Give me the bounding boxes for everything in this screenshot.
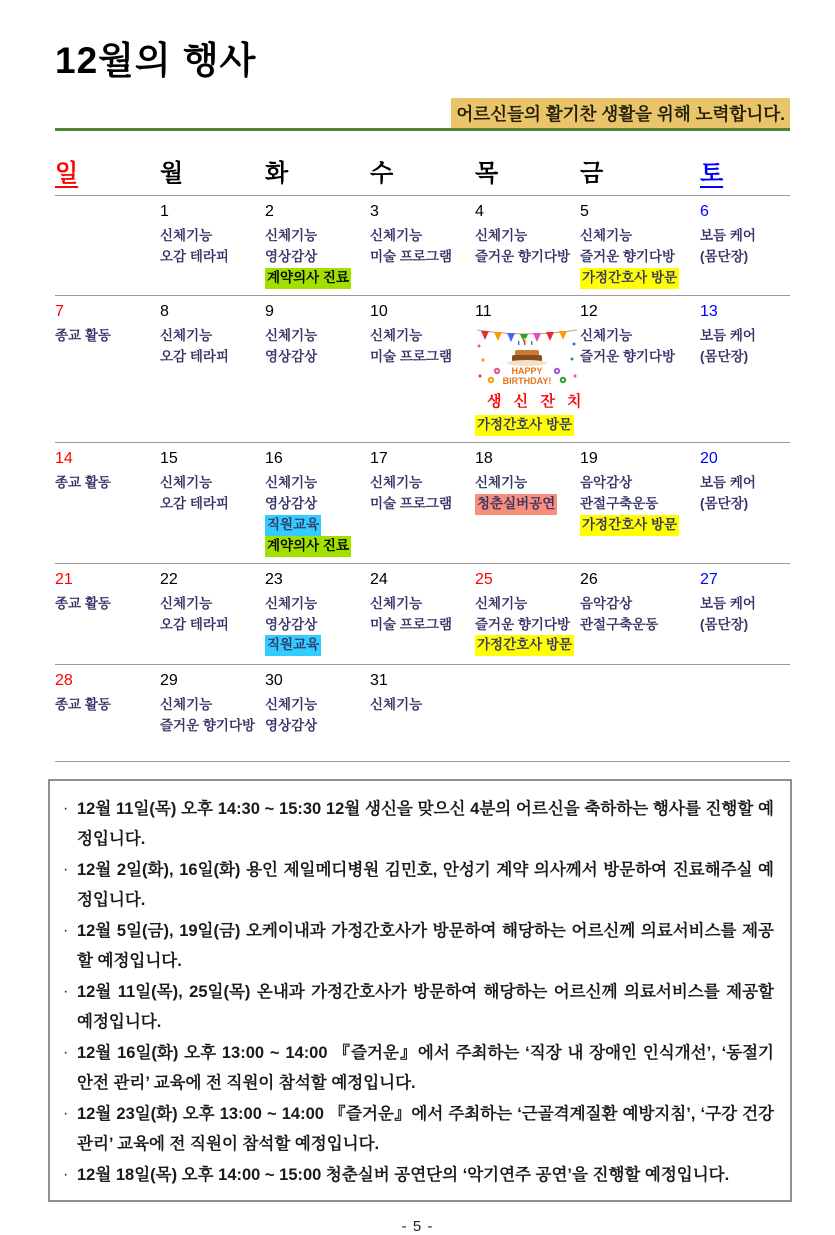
date-number: 11	[475, 302, 492, 320]
event-item: 오감 테라피	[160, 348, 229, 364]
event-highlight-yellow: 가정간호사 방문	[475, 415, 574, 436]
event-item: 오감 테라피	[160, 616, 229, 632]
event-highlight-pink: 청춘실버공연	[475, 494, 557, 515]
event-item: 종교 활동	[55, 327, 111, 343]
date-number: 23	[265, 570, 283, 588]
calendar-cell	[700, 203, 790, 289]
green-divider	[55, 128, 790, 131]
calendar-cell	[475, 571, 580, 658]
calendar-header-row	[55, 153, 790, 196]
calendar-cell	[580, 450, 700, 557]
event-item: 신체기능	[475, 595, 528, 611]
calendar-weeks	[55, 196, 790, 762]
event-item: 보듬 케어	[700, 474, 756, 490]
event-item: 영상감상	[265, 717, 318, 733]
date-number: 24	[370, 570, 388, 588]
calendar-week-row	[55, 196, 790, 296]
event-item: 신체기능	[160, 474, 213, 490]
subtitle-highlight: 어르신들의 활기찬 생활을 위해 노력합니다.	[451, 98, 790, 128]
note-text: 12월 16일(화) 오후 13:00 ~ 14:00 『즐거운』에서 주최하는 ‘직장 내 장애인 인식개선’, ‘동절기 안전 관리’ 교육에 전 직원이 참석할 예정입니다.	[77, 1043, 774, 1093]
event-item: 미술 프로그램	[370, 495, 452, 511]
birthday-text-line2: BIRTHDAY!	[502, 375, 552, 386]
date-number: 31	[370, 671, 388, 689]
calendar-cell	[55, 571, 160, 658]
event-item: 미술 프로그램	[370, 348, 452, 364]
event-item: 신체기능	[265, 696, 318, 712]
calendar-week-row	[55, 296, 790, 443]
event-item: (몸단장)	[700, 348, 749, 364]
event-item: 신체기능	[370, 474, 423, 490]
event-item: 신체기능	[370, 327, 423, 343]
notes-list	[63, 794, 774, 1191]
event-item: 신체기능	[160, 595, 213, 611]
note-item	[63, 855, 774, 916]
event-highlight-green: 계약의사 진료	[265, 536, 351, 557]
calendar-cell	[580, 672, 700, 755]
calendar-cell	[475, 203, 580, 289]
calendar-cell	[160, 203, 265, 289]
event-highlight-yellow: 가정간호사 방문	[580, 515, 679, 536]
note-text: 12월 2일(화), 16일(화) 용인 제일메디병원 김민호, 안성기 계약 의사께서 방문하여 진료해주실 예정입니다.	[77, 860, 774, 910]
date-number: 5	[580, 203, 589, 220]
event-item: 영상감상	[265, 248, 318, 264]
note-text: 12월 23일(화) 오후 13:00 ~ 14:00 『즐거운』에서 주최하는 ‘근골격계질환 예방지침’, ‘구강 건강관리’ 교육에 전 직원이 참석할 예정입니다.	[77, 1104, 774, 1154]
date-number: 13	[700, 302, 718, 320]
calendar-cell	[700, 672, 790, 755]
page-number: - 5 -	[401, 1218, 434, 1235]
date-number: 22	[160, 570, 178, 588]
event-item: 즐거운 향기다방	[580, 248, 676, 264]
calendar-cell	[265, 203, 370, 289]
calendar-cell	[160, 571, 265, 658]
event-item: 관절구축운동	[580, 616, 659, 632]
event-item	[580, 268, 692, 289]
calendar-cell	[370, 450, 475, 557]
event-item: 신체기능	[580, 228, 633, 243]
note-text: 12월 18일(목) 오후 14:00 ~ 15:00 청춘실버 공연단의 ‘악기연주 공연’을 진행할 예정입니다.	[77, 1165, 730, 1184]
calendar-cell	[160, 303, 265, 436]
event-item: 음악감상	[580, 474, 633, 490]
calendar-cell	[580, 571, 700, 658]
note-bullet: ·	[63, 982, 69, 1000]
date-number: 10	[370, 302, 388, 320]
note-item	[63, 1099, 774, 1160]
page-title: 12월의 행사	[55, 40, 257, 81]
event-item: (몸단장)	[700, 495, 749, 511]
calendar-cell	[265, 450, 370, 557]
note-bullet: ·	[63, 1165, 69, 1183]
event-item: 신체기능	[475, 474, 528, 490]
date-number: 3	[370, 203, 379, 220]
event-item	[265, 268, 362, 289]
date-number: 2	[265, 203, 274, 220]
note-text: 12월 11일(목) 오후 14:30 ~ 15:30 12월 생신을 맞으신 4분의 어르신을 축하하는 행사를 진행할 예정입니다.	[77, 799, 774, 849]
event-item	[265, 536, 362, 557]
date-number: 27	[700, 570, 718, 588]
date-number: 17	[370, 449, 388, 467]
calendar-cell	[160, 672, 265, 755]
event-item: 신체기능	[160, 327, 213, 343]
calendar-cell	[55, 203, 160, 289]
day-header-weekday: 월	[160, 160, 184, 187]
calendar-cell	[700, 571, 790, 658]
event-item: 보듬 케어	[700, 595, 756, 611]
event-highlight-green: 계약의사 진료	[265, 268, 351, 289]
event-item: 즐거운 향기다방	[160, 717, 256, 733]
date-number: 12	[580, 302, 598, 320]
calendar-cell	[370, 203, 475, 289]
note-item	[63, 916, 774, 977]
event-item: 미술 프로그램	[370, 616, 452, 632]
event-item: 신체기능	[370, 228, 423, 243]
calendar-cell	[370, 672, 475, 755]
date-number: 18	[475, 449, 493, 467]
event-highlight-cyan: 직원교육	[265, 515, 321, 536]
event-item: 미술 프로그램	[370, 248, 452, 264]
calendar-cell	[55, 303, 160, 436]
event-item: 신체기능	[265, 228, 318, 243]
calendar-cell	[265, 672, 370, 755]
date-number: 16	[265, 449, 283, 467]
day-header-weekday: 목	[475, 160, 499, 187]
event-item: 즐거운 향기다방	[580, 348, 676, 364]
event-item: 신체기능	[370, 595, 423, 611]
birthday-text-line1: HAPPY	[511, 365, 543, 376]
date-number: 8	[160, 302, 169, 320]
event-item: 신체기능	[370, 696, 423, 712]
event-item: 신체기능	[265, 327, 318, 343]
note-bullet: ·	[63, 860, 69, 878]
day-header-weekday: 화	[265, 160, 289, 187]
note-bullet: ·	[63, 1104, 69, 1122]
day-header-sunday: 일	[55, 160, 79, 187]
date-number: 21	[55, 570, 73, 588]
calendar-cell	[370, 571, 475, 658]
event-item	[580, 515, 692, 536]
note-item	[63, 1160, 774, 1191]
calendar-cell	[160, 450, 265, 557]
event-item: 보듬 케어	[700, 327, 756, 343]
calendar-week-row	[55, 564, 790, 665]
date-number: 9	[265, 302, 274, 320]
date-number: 29	[160, 671, 178, 689]
calendar-cell	[265, 303, 370, 436]
calendar-cell	[475, 450, 580, 557]
note-bullet: ·	[63, 1043, 69, 1061]
event-item: 종교 활동	[55, 595, 111, 611]
date-number: 30	[265, 671, 283, 689]
event-item	[265, 515, 362, 536]
event-birthday-caption: 생 신 잔 치	[487, 392, 586, 410]
note-bullet: ·	[63, 799, 69, 817]
date-number: 14	[55, 449, 73, 467]
day-header-weekday: 수	[370, 160, 394, 187]
note-item	[63, 794, 774, 855]
calendar-cell	[265, 571, 370, 658]
event-item: 신체기능	[160, 696, 213, 712]
event-item: 신체기능	[580, 327, 633, 343]
event-item: (몸단장)	[700, 616, 749, 632]
event-item: 종교 활동	[55, 474, 111, 490]
note-bullet: ·	[63, 921, 69, 939]
event-item: 영상감상	[265, 616, 318, 632]
date-number: 25	[475, 570, 493, 588]
event-item: 음악감상	[580, 595, 633, 611]
note-text: 12월 5일(금), 19일(금) 오케이내과 가정간호사가 방문하여 해당하는 어르신께 의료서비스를 제공할 예정입니다.	[77, 921, 774, 971]
event-item: 오감 테라피	[160, 495, 229, 511]
note-item	[63, 1038, 774, 1099]
birthday-image	[475, 326, 579, 386]
date-number: 15	[160, 449, 178, 467]
calendar-cell	[55, 450, 160, 557]
calendar-cell	[580, 303, 700, 436]
note-item	[63, 977, 774, 1038]
event-item: 신체기능	[265, 474, 318, 490]
event-item: 신체기능	[265, 595, 318, 611]
event-highlight-yellow: 가정간호사 방문	[580, 268, 679, 289]
calendar-week-row	[55, 443, 790, 564]
event-item	[475, 635, 572, 656]
event-item	[475, 415, 572, 436]
date-number: 19	[580, 449, 598, 467]
calendar-cell	[580, 203, 700, 289]
day-header-weekday: 금	[580, 160, 604, 187]
event-highlight-yellow: 가정간호사 방문	[475, 635, 574, 656]
date-number: 4	[475, 203, 484, 220]
calendar-cell	[370, 303, 475, 436]
event-item	[265, 635, 362, 656]
date-number: 26	[580, 570, 598, 588]
date-number: 1	[160, 203, 169, 220]
day-header-saturday: 토	[700, 160, 724, 187]
event-item: 오감 테라피	[160, 248, 229, 264]
event-item: 신체기능	[475, 228, 528, 243]
date-number: 28	[55, 671, 73, 689]
event-item: 즐거운 향기다방	[475, 248, 571, 264]
event-highlight-cyan: 직원교육	[265, 635, 321, 656]
calendar-week-row	[55, 665, 790, 762]
event-item: 관절구축운동	[580, 495, 659, 511]
event-item: 즐거운 향기다방	[475, 616, 571, 632]
calendar-cell	[700, 450, 790, 557]
event-item: (몸단장)	[700, 248, 749, 264]
date-number: 6	[700, 203, 709, 220]
event-item: 영상감상	[265, 495, 318, 511]
calendar-cell	[475, 302, 586, 436]
event-item: 신체기능	[160, 228, 213, 243]
calendar-cell	[475, 672, 580, 755]
calendar-cell	[700, 303, 790, 436]
date-number: 7	[55, 302, 64, 320]
date-number: 20	[700, 449, 718, 467]
event-item: 종교 활동	[55, 696, 111, 712]
subtitle-row	[55, 98, 790, 128]
note-text: 12월 11일(목), 25일(목) 온내과 가정간호사가 방문하여 해당하는 어르신께 의료서비스를 제공할 예정입니다.	[77, 982, 774, 1032]
notes-box	[48, 779, 792, 1203]
calendar-cell	[55, 672, 160, 755]
event-item: 보듬 케어	[700, 228, 756, 243]
event-item: 영상감상	[265, 348, 318, 364]
event-item	[475, 494, 572, 515]
